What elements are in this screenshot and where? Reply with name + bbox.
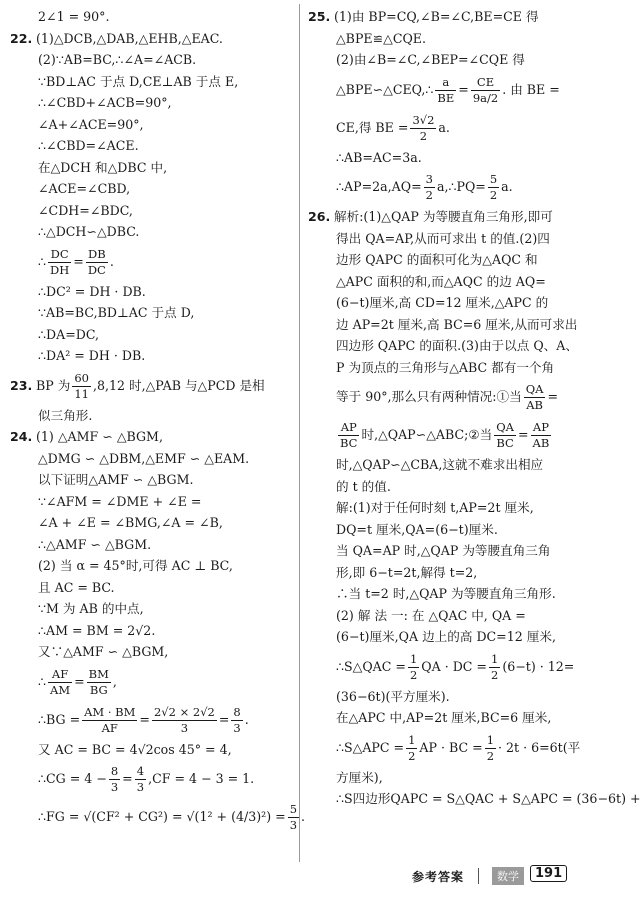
fraction — [338, 420, 359, 451]
text-line — [10, 534, 296, 556]
line-text: △DMG ∽ △DBM,△EMF ∽ △EAM. — [38, 450, 250, 466]
line-text: CE,得 BE = — [336, 119, 409, 135]
fraction-numerator: DC — [48, 247, 71, 263]
line-text: ∴DC² = DH · DB. — [38, 283, 146, 299]
line-text: ,CF = 4 − 3 = 1. — [148, 771, 255, 786]
line-text: 解:(1)对于任何时刻 t,AP=2t 厘米, — [336, 500, 534, 515]
fraction — [424, 172, 435, 203]
fraction — [72, 371, 91, 402]
line-text: 以下证明△AMF ∽ △BGM. — [38, 472, 194, 487]
question-number: 24. — [10, 429, 33, 444]
text-line — [10, 798, 306, 836]
text-line — [308, 228, 584, 250]
text-line — [308, 314, 584, 336]
text-line — [308, 767, 584, 789]
line-text: (6−t)厘米,高 CD=12 厘米,△APC 的 — [336, 295, 549, 310]
line-text: DQ=t 厘米,QA=(6−t)厘米. — [336, 521, 498, 537]
line-text: . — [244, 711, 249, 727]
line-text: ∴FG = √(CF² + CG²) = √(1² + (4/3)²) = — [38, 809, 286, 824]
fraction-denominator: BC — [340, 436, 358, 450]
fraction-numerator: 4 — [136, 764, 145, 778]
fraction-numerator: 1 — [408, 732, 416, 747]
fraction-numerator: AP — [531, 420, 552, 436]
line-text: ∵M 为 AB 的中点, — [38, 601, 144, 616]
fraction-numerator: 3√2 — [412, 112, 435, 127]
text-line — [10, 281, 296, 303]
text-line — [10, 92, 296, 114]
text-line — [10, 135, 296, 157]
text-line — [10, 200, 296, 222]
fraction-denominator: AB — [526, 398, 543, 412]
line-text: 方厘米), — [336, 769, 383, 785]
fraction-denominator: 11 — [74, 386, 89, 401]
line-text: ∴S△APC = — [336, 739, 405, 755]
text-line — [308, 626, 584, 648]
footer-separator — [478, 868, 479, 884]
line-text: ∴△AMF ∽ △BGM. — [38, 536, 152, 552]
line-text: (1)△DCB,△DAB,△EHB,△EAC. — [36, 30, 223, 46]
text-line — [308, 49, 584, 71]
line-text: ∴AP=2a,AQ= — [336, 179, 422, 194]
line-text: ∴BG = — [38, 711, 81, 727]
text-line — [308, 292, 584, 314]
line-text: 形,即 6−t=2t,解得 t=2, — [336, 564, 478, 580]
page-number: 191 — [530, 865, 567, 882]
line-text: △BPE≌△CQE. — [336, 30, 427, 46]
line-text: ∴S△QAC = — [336, 658, 406, 674]
fraction-numerator: 5 — [289, 802, 298, 816]
line-text: (6−t) · 12= — [502, 658, 575, 674]
fraction-denominator: 2 — [489, 188, 498, 202]
line-text: △APC 面积的和,而△AQC 的边 AQ= — [336, 273, 546, 289]
text-line — [10, 577, 296, 599]
text-line — [308, 648, 584, 686]
line-text: (2)由∠B=∠C,∠BEP=∠CQE 得 — [336, 52, 525, 67]
text-line — [10, 663, 296, 701]
fraction-denominator: AF — [101, 720, 118, 735]
line-text: . — [301, 809, 306, 824]
fraction — [48, 247, 71, 278]
text-line — [10, 405, 296, 427]
fraction — [152, 705, 217, 736]
fraction-denominator: 3 — [289, 818, 298, 832]
line-text: ∵∠AFM = ∠DME + ∠E = — [38, 493, 202, 509]
line-text: 且 AC = BC. — [38, 579, 115, 595]
fraction — [82, 705, 137, 736]
line-text: a,∴PQ= — [436, 179, 486, 194]
line-text: 边形 QAPC 的面积可化为△AQC 和 — [336, 252, 538, 267]
line-text: 四边形 QAPC 的面积.(3)由于以点 Q、A、 — [336, 338, 578, 353]
text-line — [10, 448, 296, 470]
fraction — [406, 733, 417, 764]
line-text: (36−6t)(平方厘米). — [336, 688, 450, 704]
line-text: 等于 90°,那么只有两种情况:①当 — [336, 389, 522, 404]
line-text: 时,△QAP∽△ABC;②当 — [361, 427, 493, 442]
text-line — [308, 686, 584, 708]
fraction-denominator: AM — [50, 682, 71, 697]
line-text: (2)∵AB=BC,∴∠A=∠ACB. — [38, 52, 197, 67]
text-line — [308, 335, 584, 357]
question-number: 23. — [10, 377, 33, 393]
line-text: 2∠1 = 90°. — [38, 9, 110, 24]
text-line — [10, 598, 296, 620]
line-text: = — [74, 673, 85, 689]
text-line — [308, 497, 584, 519]
line-text: ∴△DCH∽△DBC. — [38, 224, 140, 239]
line-text: ∵BD⊥AC 于点 D,CE⊥AB 于点 E, — [38, 73, 239, 89]
line-text: 又 AC = BC = 4√2cos 45° = 4, — [38, 741, 232, 757]
fraction — [410, 113, 436, 144]
footer-subject-badge: 数学 — [492, 867, 524, 885]
line-text: 当 QA=AP 时,△QAP 为等腰直角三角 — [336, 543, 551, 558]
text-line — [308, 249, 584, 271]
fraction-denominator: BE — [437, 90, 455, 105]
text-line — [10, 178, 296, 200]
line-text: (1)由 BP=CQ,∠B=∠C,BE=CE 得 — [334, 9, 539, 24]
line-text: ∴ — [38, 673, 47, 689]
fraction-numerator: a — [435, 75, 456, 91]
line-text: = — [458, 81, 469, 97]
fraction — [531, 420, 552, 451]
line-text: ∴S四边形QAPC = S△QAC + S△APC = (36−6t) + — [336, 791, 641, 806]
text-line — [308, 729, 584, 767]
text-line — [10, 469, 296, 491]
line-text: · 2t · 6=6t(平 — [498, 739, 581, 755]
line-text: = — [122, 771, 133, 786]
right-column — [308, 6, 641, 810]
line-text: ∴DA=DC, — [38, 326, 100, 342]
line-text: ∠ACE=∠CBD, — [38, 181, 131, 196]
text-line — [10, 491, 296, 513]
text-line — [10, 71, 296, 93]
fraction — [524, 382, 546, 413]
fraction-numerator: BM — [88, 666, 109, 681]
line-text: ∠A + ∠E = ∠BMG,∠A = ∠B, — [38, 515, 223, 530]
text-line — [10, 620, 296, 642]
fraction — [231, 705, 242, 736]
line-text: ∴DA² = DH · DB. — [38, 348, 146, 363]
fraction — [408, 652, 419, 683]
fraction — [48, 667, 72, 698]
question-number: 25. — [308, 9, 331, 24]
line-text: (6−t)厘米,QA 边上的高 DC=12 厘米, — [336, 629, 556, 644]
fraction-denominator: BG — [89, 682, 108, 697]
text-line — [308, 357, 584, 379]
fraction-numerator: 60 — [74, 370, 89, 385]
text-line — [10, 555, 296, 577]
fraction-numerator: 1 — [409, 651, 418, 666]
line-text: . — [109, 253, 114, 269]
fraction-denominator: DH — [50, 262, 70, 277]
fraction — [471, 75, 500, 106]
text-line — [308, 605, 584, 627]
text-line — [10, 701, 296, 739]
fraction-denominator: AB — [532, 436, 550, 450]
line-text: ∠A+∠ACE=90°, — [38, 116, 144, 132]
line-text: 得出 QA=AP,从而可求出 t 的值.(2)四 — [336, 230, 550, 246]
line-text: 解析:(1)△QAP 为等腰直角三角形,即可 — [334, 209, 553, 224]
fraction-numerator: 1 — [486, 732, 495, 747]
fraction-numerator: AM · BM — [84, 704, 136, 719]
fraction-denominator: 2 — [490, 667, 499, 682]
text-line — [10, 221, 296, 243]
line-text: 在△DCH 和△DBC 中, — [38, 159, 168, 175]
question-line — [308, 6, 584, 28]
fraction-numerator: AF — [48, 667, 72, 683]
text-line — [10, 324, 296, 346]
line-text: (1) △AMF ∽ △BGM, — [36, 429, 163, 444]
line-text: = — [547, 389, 558, 404]
line-text: ∵AB=BC,BD⊥AC 于点 D, — [38, 305, 195, 320]
fraction-denominator: BC — [496, 436, 514, 450]
line-text: ,8,12 时,△PAB 与△PCD 是相 — [92, 377, 265, 393]
fraction-numerator: CE — [471, 75, 500, 91]
line-text: ∠CDH=∠BDC, — [38, 202, 133, 218]
line-text: ∴CG = 4 − — [38, 771, 107, 786]
text-line — [308, 271, 584, 293]
text-line — [308, 519, 584, 541]
fraction-denominator: 9a/2 — [472, 90, 499, 105]
fraction-denominator: 2 — [425, 188, 433, 202]
fraction-numerator: QA — [496, 420, 514, 434]
text-line — [10, 302, 296, 324]
text-line — [10, 114, 296, 136]
text-line — [308, 707, 584, 729]
fraction-numerator: AP — [338, 420, 359, 436]
fraction — [288, 802, 299, 833]
question-line — [10, 367, 296, 405]
fraction-numerator: 8 — [110, 764, 119, 778]
fraction-denominator: 3 — [233, 720, 241, 735]
fraction-denominator: 2 — [409, 667, 418, 682]
text-line — [308, 416, 584, 454]
text-line — [10, 49, 296, 71]
fraction-numerator: 8 — [233, 704, 241, 719]
fraction-numerator: 1 — [490, 651, 499, 666]
text-line — [308, 109, 584, 147]
text-line — [308, 71, 584, 109]
fraction-denominator: 3 — [180, 720, 189, 735]
text-line — [10, 641, 296, 663]
line-text: ∴ — [38, 253, 47, 269]
line-text: AP · BC = — [419, 739, 483, 755]
left-column — [10, 6, 306, 836]
fraction-numerator: QA — [525, 382, 544, 396]
line-text: = — [517, 427, 529, 442]
line-text: (2) 解 法 一: 在 △QAC 中, QA = — [336, 607, 526, 623]
text-line — [10, 243, 296, 281]
page-footer — [0, 862, 592, 892]
line-text: 又∵△AMF ∽ △BGM, — [38, 644, 169, 659]
question-line — [10, 426, 296, 448]
line-text: 边 AP=2t 厘米,高 BC=6 厘米,从而可求出 — [336, 316, 578, 332]
line-text: ∴当 t=2 时,△QAP 为等腰直角三角形. — [336, 586, 556, 601]
text-line — [308, 476, 584, 498]
column-divider — [299, 4, 300, 862]
line-text: 的 t 的值. — [336, 478, 391, 494]
fraction — [494, 420, 516, 451]
fraction — [489, 652, 500, 683]
line-text: = — [218, 711, 230, 727]
text-line — [308, 788, 641, 810]
text-line — [308, 147, 584, 169]
line-text: P 为顶点的三角形与△ABC 都有一个角 — [336, 359, 555, 375]
line-text: ∴AM = BM = 2√2. — [38, 622, 156, 638]
line-text: . 由 BE = — [502, 81, 560, 97]
fraction — [86, 247, 108, 278]
line-text: ∴∠CBD=∠ACE. — [38, 138, 139, 153]
question-number: 26. — [308, 209, 331, 224]
line-text: BP 为 — [36, 377, 71, 393]
fraction-denominator: 2 — [419, 128, 428, 143]
line-text: 在△APC 中,AP=2t 厘米,BC=6 厘米, — [336, 710, 552, 725]
line-text: a. — [438, 119, 450, 135]
line-text: a. — [501, 179, 513, 194]
line-text: 时,△QAP∽△CBA,这就不难求出相应 — [336, 457, 544, 472]
fraction — [485, 733, 496, 764]
text-line — [10, 739, 296, 761]
line-text: ∴AB=AC=3a. — [336, 149, 422, 165]
fraction-numerator: 3 — [425, 172, 433, 186]
text-line — [308, 583, 584, 605]
line-text: △BPE∽△CEQ,∴ — [336, 81, 434, 97]
fraction — [109, 764, 120, 795]
question-number: 22. — [10, 30, 33, 46]
text-line — [308, 540, 584, 562]
fraction — [435, 75, 456, 106]
fraction — [135, 764, 146, 795]
question-line — [308, 206, 584, 228]
text-line — [10, 157, 296, 179]
fraction — [87, 667, 111, 698]
text-line — [308, 562, 584, 584]
fraction-numerator: DB — [86, 247, 108, 263]
text-line — [10, 512, 296, 534]
text-line — [10, 345, 296, 367]
text-line — [308, 28, 584, 50]
line-text: , — [112, 673, 117, 689]
fraction-denominator: DC — [87, 262, 106, 277]
line-text: = — [139, 711, 150, 727]
text-line — [10, 6, 296, 28]
text-line — [308, 454, 584, 476]
fraction-numerator: 2√2 × 2√2 — [153, 704, 215, 719]
text-line — [308, 168, 584, 206]
fraction — [488, 172, 499, 203]
fraction-denominator: 3 — [136, 780, 145, 794]
footer-section-label: 参考答案 — [412, 870, 465, 884]
line-text: QA · DC = — [421, 658, 487, 674]
question-line — [10, 28, 296, 50]
line-text: 似三角形. — [38, 407, 93, 423]
fraction-denominator: 2 — [486, 748, 495, 763]
line-text: = — [73, 253, 84, 269]
line-text: ∴∠CBD+∠ACB=90°, — [38, 95, 172, 110]
text-line — [308, 378, 584, 416]
fraction-denominator: 3 — [110, 780, 119, 794]
fraction-numerator: 5 — [489, 172, 498, 186]
text-line — [10, 760, 296, 798]
line-text: (2) 当 α = 45°时,可得 AC ⊥ BC, — [38, 558, 233, 573]
fraction-denominator: 2 — [408, 748, 416, 763]
